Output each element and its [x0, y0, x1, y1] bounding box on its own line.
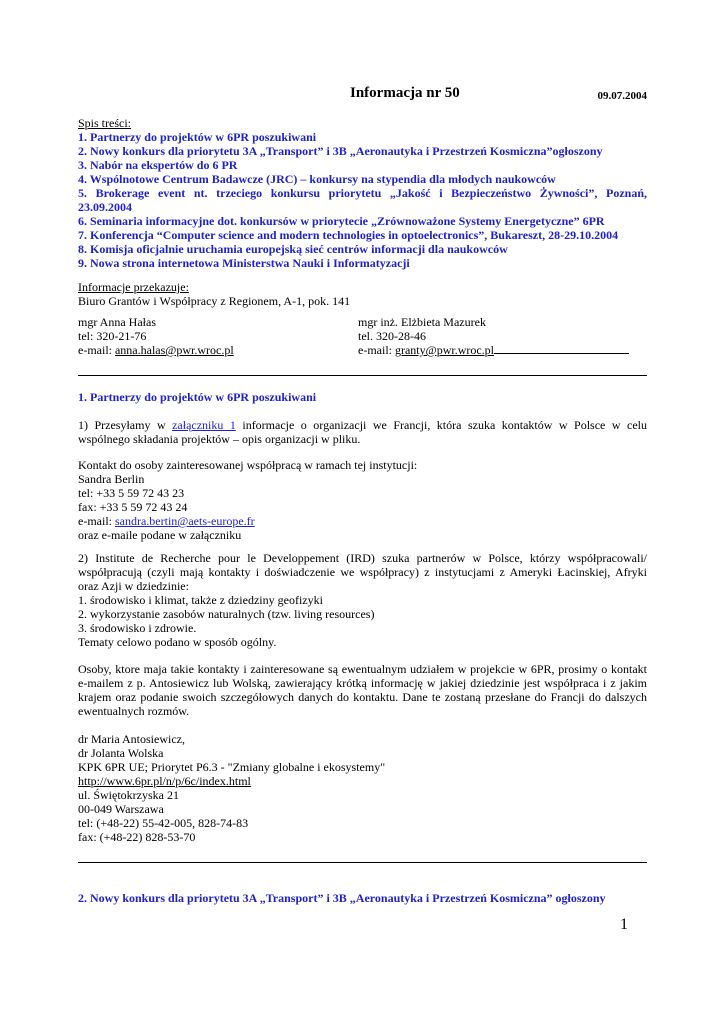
table-of-contents — [78, 116, 647, 270]
s1-p2-line-5: 2. wykorzystanie zasobów naturalnych (tzw. living resources) — [78, 607, 375, 621]
toc-label: Spis treści: — [78, 116, 131, 130]
info-block — [78, 280, 647, 308]
contact-1-name: mgr Anna Hałas — [78, 315, 156, 329]
s1-p3-line-3: krajem oraz podanie swoich szczegółowych danych do kontaktu. Dane te zostaną przesłane do Francji do dalszych — [78, 690, 647, 704]
sig-line-3: KPK 6PR UE; Priorytet P6.3 - "Zmiany globalne i ekosystemy" — [78, 760, 386, 774]
s1-p2-line-2: współpracują (czyli mają kontakty i doświadczenie we współpracy) z instytucjami z Ameryki Łacinskiej, Afryki — [78, 565, 647, 579]
contact-2-email-prefix: e-mail: — [358, 343, 395, 357]
toc-item-5[interactable]: 5. Brokerage event nt. trzeciego konkursu priorytetu „Jakość i Bezpieczeństwo Żywności”, Poznań, — [78, 186, 647, 200]
signature-underline — [494, 352, 629, 354]
divider-2 — [78, 862, 647, 863]
sig-line-8: fax: (+48-22) 828-53-70 — [78, 830, 196, 844]
section-2 — [78, 891, 647, 905]
contact-2 — [358, 315, 629, 357]
contact-2-tel: tel. 320-28-46 — [358, 329, 426, 343]
s1-p3-line-1: Osoby, ktore maja takie kontakty i zainteresowane są ewentualnym udziałem w projekcie w 6PR, prosimy o kontakt — [78, 662, 647, 676]
document-title: Informacja nr 50 — [350, 85, 460, 101]
toc-item-3[interactable]: 3. Nabór na ekspertów do 6 PR — [78, 158, 238, 172]
title-row — [78, 86, 647, 106]
s1-contact-line-3: tel: +33 5 59 72 43 23 — [78, 486, 185, 500]
s1-p1-text-b: informacje o organizacji we Francji, która szuka kontaktów w Polsce w celu — [235, 418, 647, 432]
toc-item-7[interactable]: 7. Konferencja “Computer science and modern technologies in optoelectronics”, Bukareszt, 28-29.10.2004 — [78, 228, 619, 242]
s1-contact-line-1: Kontakt do osoby zainteresowanej współpracą w ramach tej instytucji: — [78, 458, 418, 472]
s1-email-link[interactable]: sandra.bertin@aets-europe.fr — [114, 514, 255, 528]
s1-p2-line-6: 3. środowisko i zdrowie. — [78, 621, 197, 635]
page-number: 1 — [620, 916, 628, 933]
s1-p2-line-7: Tematy celowo podano w sposób ogólny. — [78, 635, 277, 649]
s1-p1-text-a: 1) Przesyłamy w — [78, 418, 173, 432]
contact-1-email-link[interactable]: anna.halas@pwr.wroc.pl — [114, 343, 234, 357]
section-1-paragraph-1 — [78, 418, 647, 446]
toc-item-6[interactable]: 6. Seminaria informacyjne dot. konkursów w priorytecie „Zrównoważone Systemy Energetyczne” 6PR — [78, 214, 605, 228]
toc-item-5-cont[interactable]: 23.09.2004 — [78, 200, 132, 214]
sig-line-7: tel: (+48-22) 55-42-005, 828-74-83 — [78, 816, 249, 830]
section-1-paragraph-2 — [78, 551, 647, 649]
s1-contact-email-after: oraz e-maile podane w załączniku — [78, 528, 242, 542]
contact-2-name: mgr inż. Elżbieta Mazurek — [358, 315, 486, 329]
section-2-heading: 2. Nowy konkurs dla priorytetu 3A „Transport” i 3B „Aeronautyka i Przestrzeń Kosmiczna” ogłoszony — [78, 891, 606, 905]
s1-contact-email-line — [78, 514, 647, 528]
sig-line-1: dr Maria Antosiewicz, — [78, 732, 185, 746]
contact-2-email-line — [358, 343, 629, 357]
s1-p1-line-1 — [78, 418, 647, 432]
divider-1 — [78, 375, 647, 376]
s1-contact-line-2: Sandra Berlin — [78, 472, 145, 486]
contact-2-email-link[interactable]: granty@pwr.wroc.pl — [394, 343, 495, 357]
sig-line-5: ul. Świętokrzyska 21 — [78, 788, 179, 802]
sig-line-2: dr Jolanta Wolska — [78, 746, 164, 760]
toc-item-9[interactable]: 9. Nowa strona internetowa Ministerstwa Nauki i Informatyzacji — [78, 256, 410, 270]
s1-contact-line-4: fax: +33 5 59 72 43 24 — [78, 500, 188, 514]
info-label: Informacje przekazuje: — [78, 280, 189, 294]
s1-p2-line-4: 1. środowisko i klimat, także z dziedziny geofizyki — [78, 593, 323, 607]
section-1-heading: 1. Partnerzy do projektów w 6PR poszukiwani — [78, 390, 317, 404]
toc-item-1[interactable]: 1. Partnerzy do projektów w 6PR poszukiwani — [78, 130, 317, 144]
section-1-signature — [78, 732, 647, 844]
contact-1-tel: tel: 320-21-76 — [78, 329, 147, 343]
section-1-contact — [78, 458, 647, 542]
s1-email-prefix: e-mail: — [78, 514, 115, 528]
s1-p1-line-2: wspólnego składania projektów – opis organizacji w pliku. — [78, 432, 361, 446]
document-date: 09.07.2004 — [597, 90, 647, 102]
s1-p2-line-3: oraz Azji w dziedzinie: — [78, 579, 189, 593]
info-office: Biuro Grantów i Współpracy z Regionem, A-1, pok. 141 — [78, 294, 351, 308]
s1-p3-line-4: ewentualnych rozmów. — [78, 704, 190, 718]
toc-item-4[interactable]: 4. Wspólnotowe Centrum Badawcze (JRC) – konkursy na stypendia dla młodych naukowców — [78, 172, 556, 186]
section-1-paragraph-3 — [78, 662, 647, 718]
toc-item-8[interactable]: 8. Komisja oficjalnie uruchamia europejską sieć centrów informacji dla naukowców — [78, 242, 508, 256]
toc-item-2[interactable]: 2. Nowy konkurs dla priorytetu 3A „Transport” i 3B „Aeronautyka i Przestrzeń Kosmiczna”ogłoszony — [78, 144, 603, 158]
s1-p3-line-2: e-mailem z p. Antosiewicz lub Wolską, zawierający krótką informację w jakiej dziedzinie jest współpraca i z jakim — [78, 676, 647, 690]
sig-url-link[interactable]: http://www.6pr.pl/n/p/6c/index.html — [78, 774, 251, 788]
sig-line-6: 00-049 Warszawa — [78, 802, 164, 816]
contact-1-email-prefix: e-mail: — [78, 343, 115, 357]
section-1 — [78, 390, 647, 404]
attachment-1-link[interactable]: załączniku 1 — [172, 418, 236, 432]
s1-p2-line-1: 2) Institute de Recherche pour le Developpement (IRD) szuka partnerów w Polsce, którzy współpracowali/ — [78, 551, 647, 565]
